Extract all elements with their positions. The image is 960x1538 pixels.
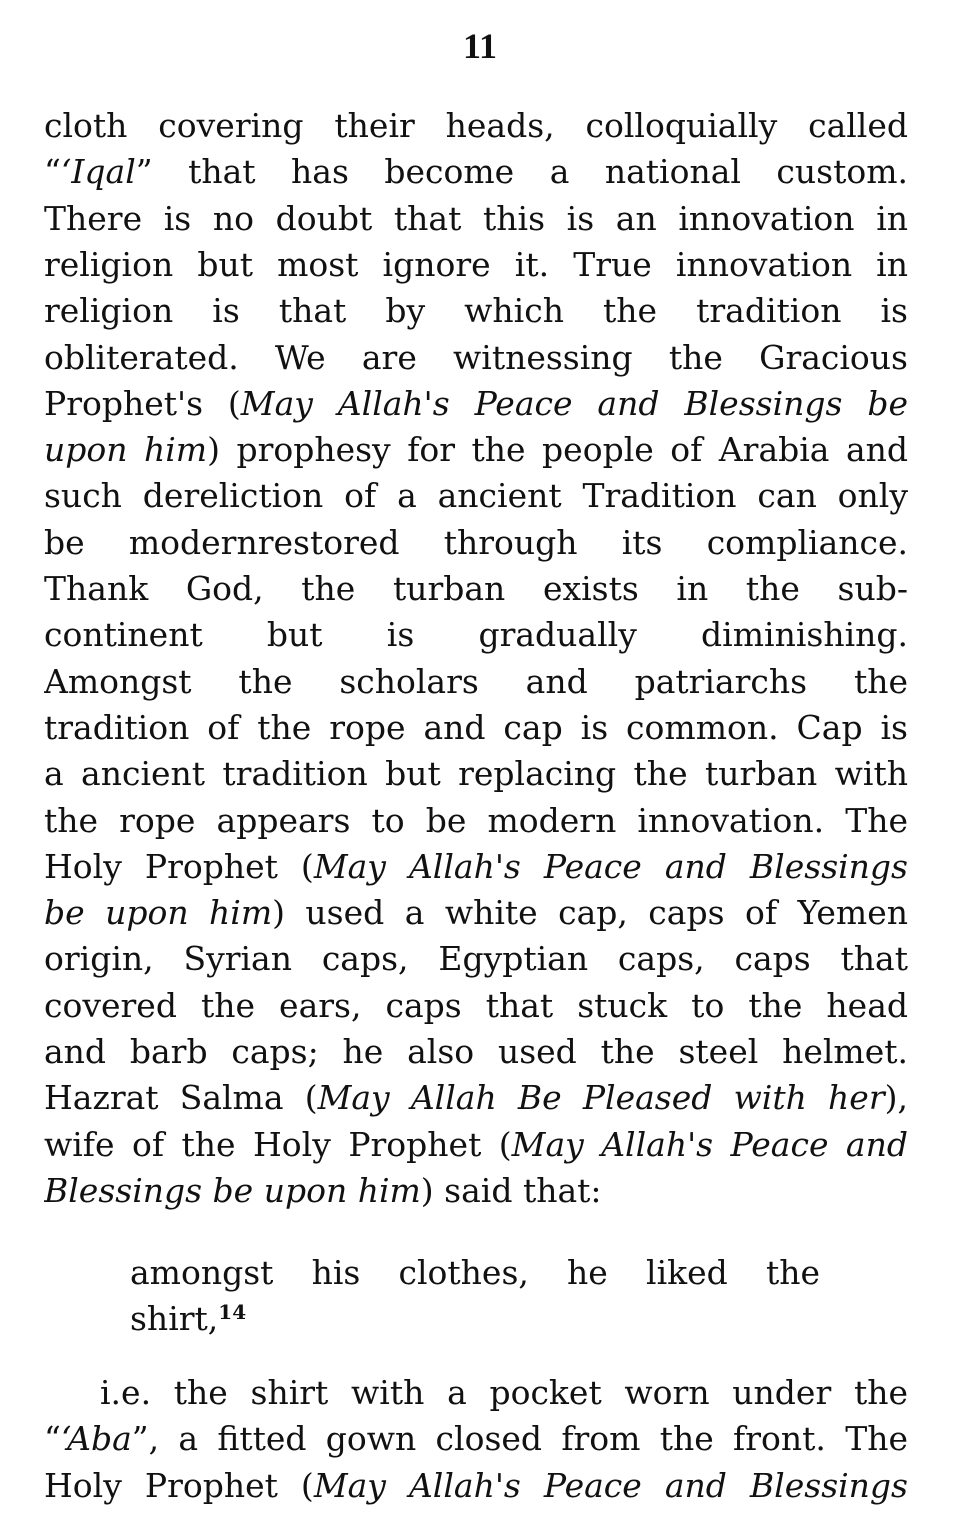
- text-line: upon him) prophesy for the people of Arabia and: [44, 430, 908, 470]
- text-line: Amongst the scholars and patriarchs the: [44, 661, 908, 701]
- text-line: tradition of the rope and cap is common. Cap is: [44, 707, 908, 747]
- text-line: Thank God, the turban exists in the sub-: [44, 569, 908, 608]
- text-line: Holy Prophet (May Allah's Peace and Blessings: [44, 846, 908, 886]
- text-line: and barb caps; he also used the steel helmet.: [44, 1032, 908, 1071]
- text-line: “‘Aba”, a fitted gown closed from the front. The: [44, 1419, 908, 1459]
- text-line: the rope appears to be modern innovation. The: [44, 800, 908, 840]
- text-line: origin, Syrian caps, Egyptian caps, caps that: [44, 939, 908, 979]
- text-line: a ancient tradition but replacing the turban with: [44, 754, 908, 794]
- text-line: be upon him) used a white cap, caps of Yemen: [44, 893, 908, 933]
- text-line: cloth covering their heads, colloquially called: [44, 106, 908, 145]
- text-line: shirt,$^{14}$: [130, 1299, 247, 1339]
- page-number: 11: [462, 26, 497, 66]
- text-line: continent but is gradually diminishing.: [44, 615, 908, 655]
- text-line: “‘Iqal” that has become a national custom.: [44, 152, 908, 192]
- text-line: i.e. the shirt with a pocket worn under the: [100, 1373, 908, 1412]
- text-line: Holy Prophet (May Allah's Peace and Blessings: [44, 1465, 908, 1505]
- text-line: Blessings be upon him) said that:: [44, 1170, 602, 1210]
- text-line: amongst his clothes, he liked the: [130, 1253, 820, 1292]
- text-line: wife of the Holy Prophet (May Allah's Peace and: [44, 1124, 908, 1164]
- footnote-marker: 14: [218, 1300, 247, 1325]
- text-line: obliterated. We are witnessing the Gracious: [44, 337, 908, 377]
- text-line: covered the ears, caps that stuck to the head: [44, 985, 908, 1025]
- text-line: Prophet's (May Allah's Peace and Blessings be: [44, 383, 908, 423]
- text-line: religion is that by which the tradition is: [44, 291, 908, 331]
- text-line: religion but most ignore it. True innovation in: [44, 244, 908, 284]
- text-line: There is no doubt that this is an innovation in: [44, 198, 908, 238]
- text-line: be modernrestored through its compliance.: [44, 522, 908, 562]
- text-line: such dereliction of a ancient Tradition can only: [44, 476, 908, 516]
- text-line: Hazrat Salma (May Allah Be Pleased with her),: [44, 1078, 908, 1118]
